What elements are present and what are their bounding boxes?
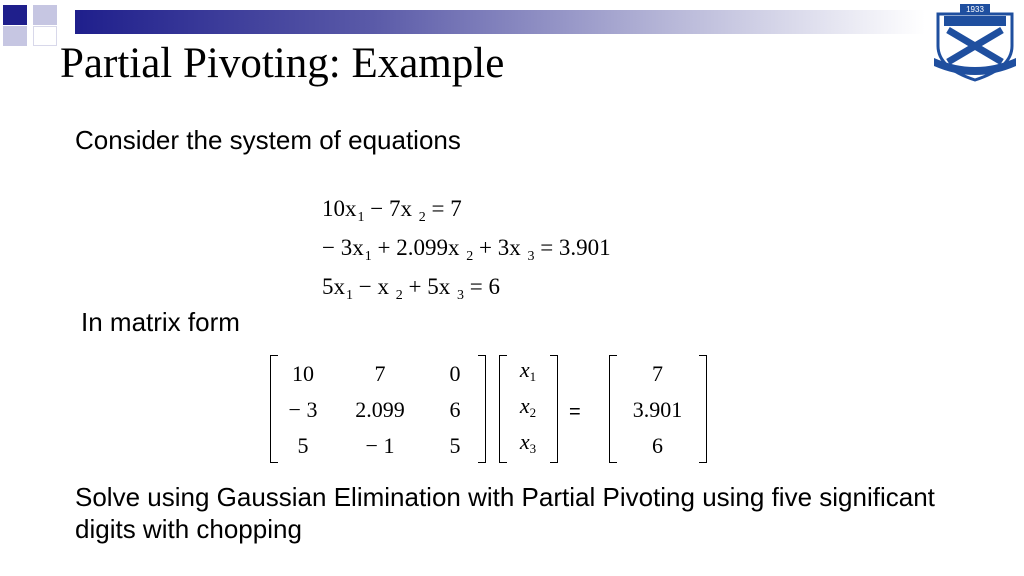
vector-x-cell: $x_2$ [519, 393, 537, 420]
decor-square-white [33, 26, 57, 46]
equation-2: − $3x_1 + 2.099x$ $_2$ + 3x $_3$ = 3.901 [322, 235, 611, 264]
matrix-a-cell: 6 [449, 396, 461, 422]
equals-sign: = [569, 401, 581, 423]
matrix-a-cell: − 3 [288, 396, 318, 422]
instruction-text: Solve using Gaussian Elimination with Partial Pivoting using five significant digits with chopping [75, 482, 935, 544]
matrix-a-cell: 5 [297, 432, 309, 458]
decor-square-light [33, 5, 57, 25]
decor-square-light [3, 26, 27, 46]
vector-b-cell: 6 [652, 432, 663, 458]
vector-x-cell: $x_1$ [519, 357, 537, 384]
unknowns-vector [499, 355, 558, 463]
matrix-a-cell: 10 [292, 360, 314, 386]
university-shield-logo [930, 2, 1020, 84]
equation-1: $10x_1 - 7x$ $_2$ = 7 [322, 196, 462, 225]
constants-vector [609, 355, 707, 463]
logo-year: 1933 [966, 5, 984, 14]
matrix-a-cell: − 1 [365, 432, 395, 458]
matrix-a-cell: 0 [449, 360, 461, 386]
decor-square-dark [3, 5, 27, 25]
vector-b-cell: 3.901 [632, 396, 683, 422]
equation-3: $5x_1 - x$ $_2$ + 5x $_3$ = 6 [322, 274, 500, 303]
vector-x-cell: $x_3$ [519, 429, 537, 456]
matrix-a-cell: 5 [449, 432, 461, 458]
header-gradient-bar [75, 10, 925, 34]
coefficient-matrix [270, 355, 486, 463]
slide-title: Partial Pivoting: Example [60, 40, 505, 87]
intro-text: Consider the system of equations [75, 125, 461, 155]
vector-b-cell: 7 [652, 360, 663, 386]
matrix-a-cell: 2.099 [355, 396, 405, 422]
matrix-a-cell: 7 [374, 360, 386, 386]
matrix-form-label: In matrix form [81, 307, 240, 337]
